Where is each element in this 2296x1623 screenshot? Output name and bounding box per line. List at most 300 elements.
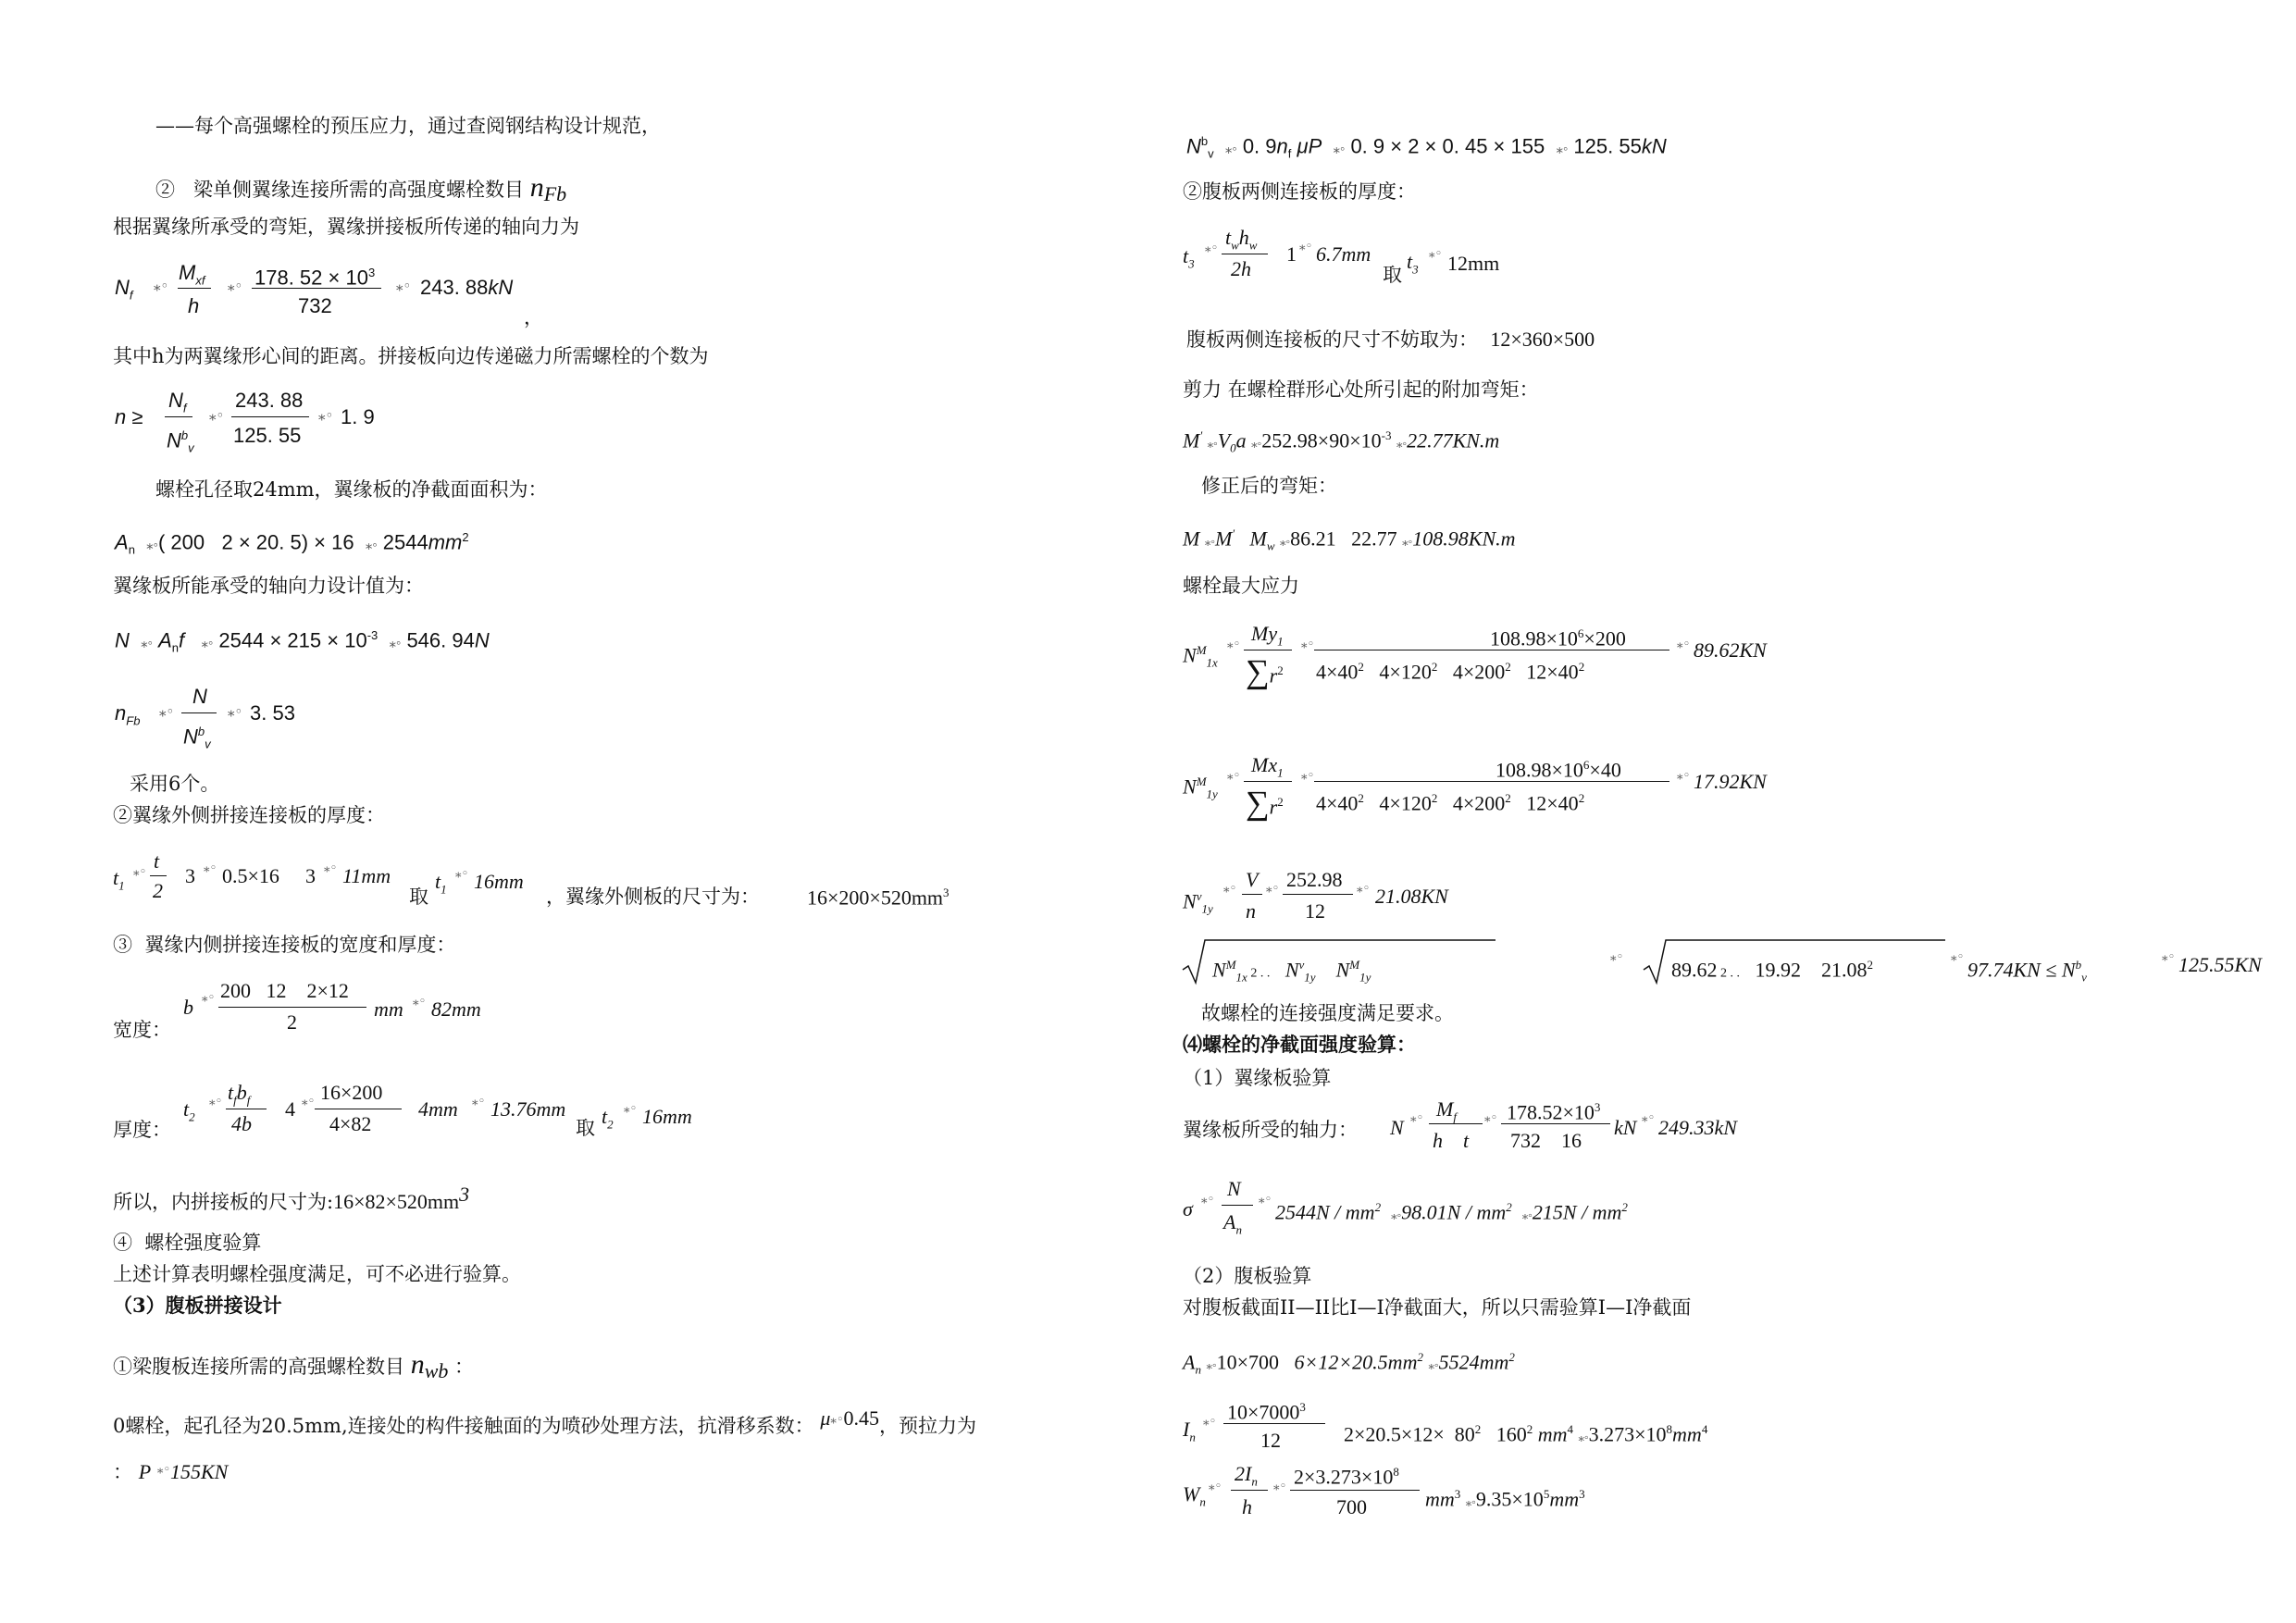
fraction-numerator <box>1507 1096 1600 1124</box>
equation-m-prime: M' $⁎◦V_0a$ $⁎◦252.98\times 90\times 10^{-3}$ ⁎◦22.77KN.m <box>1183 428 1500 455</box>
text-label: 宽度： <box>113 1019 171 1041</box>
math-symbol: M <box>179 261 196 284</box>
fraction-bar <box>165 416 192 417</box>
math-symbol: N <box>1186 134 1201 158</box>
math-term: 82mm <box>431 997 481 1021</box>
text-line <box>113 1406 977 1442</box>
eq-glyph: ⁎◦ <box>159 703 175 720</box>
fraction-denominator: 12 <box>1305 899 1325 923</box>
math-symbol: N <box>183 725 198 749</box>
math-symbol: M <box>1183 527 1200 551</box>
text-line <box>155 172 567 206</box>
math-symbol: N <box>115 628 130 652</box>
math-term: $N^M_{1x}$ 2 . . $N^v_{1y}$ $N^M_{1y}$ <box>1212 958 1371 985</box>
eq-glyph: ⁎◦ <box>1578 1430 1589 1444</box>
text-line: 0螺栓，起孔径为20.5mm,连接处的构件接触面的为喷砂处理方法，抗滑移系数： <box>113 1415 814 1437</box>
math-term: 249.33kN <box>1658 1116 1737 1139</box>
text-line: 剪力 在螺栓群形心处所引起的附加弯矩： <box>1183 378 1539 401</box>
math-symbol: t <box>1407 250 1413 273</box>
fraction-numerator: 16×200 <box>320 1081 383 1104</box>
eq-glyph: ⁎◦ <box>209 1095 223 1109</box>
math-superscript: 2 <box>1508 1350 1515 1364</box>
math-term: ×40 <box>1589 758 1621 782</box>
fraction-bar <box>1223 1423 1325 1424</box>
math-superscript: b <box>180 428 189 442</box>
math-superscript: 8 <box>1393 1465 1399 1479</box>
math-term: 4×200 <box>1452 791 1506 815</box>
math-symbol: N <box>167 428 181 452</box>
eq-glyph: ⁎◦ <box>1223 882 1237 896</box>
math-term <box>1967 953 2087 990</box>
text-line: ： <box>113 1461 132 1483</box>
math-term: 12×40 <box>1526 791 1579 815</box>
math-subscript: f <box>182 401 187 415</box>
math-superscript: 3 <box>1299 1400 1306 1414</box>
math-superscript: 2 <box>1374 1200 1382 1214</box>
eq-glyph: ⁎◦ <box>1610 950 1624 964</box>
math-superscript: -3 <box>366 628 379 642</box>
math-superscript: 3 <box>943 886 949 899</box>
eq-glyph: ⁎◦ <box>228 703 243 720</box>
math-symbol: r <box>1269 663 1278 688</box>
math-term <box>807 881 949 910</box>
eq-glyph: ⁎◦ <box>1301 769 1315 783</box>
text-line <box>113 1460 228 1488</box>
fraction-numerator <box>254 261 375 290</box>
math-term: 200 <box>220 979 251 1002</box>
math-term: 98.01N / mm <box>1401 1200 1507 1224</box>
math-term: 732 <box>1510 1129 1541 1152</box>
fraction-denominator: h <box>1242 1495 1252 1518</box>
eq-glyph: ⁎◦ <box>1251 436 1262 451</box>
text-line: 上述计算表明螺栓强度满足，可不必进行验算。 <box>113 1263 521 1285</box>
eq-glyph: ⁎◦ <box>302 1095 316 1109</box>
eq-glyph: ⁎◦ <box>204 861 217 875</box>
eq-glyph: ⁎◦ <box>1642 1111 1656 1125</box>
math-symbol: t <box>228 1081 234 1104</box>
eq-glyph: ⁎◦ <box>1428 1357 1439 1372</box>
math-subscript: 2 <box>607 1117 614 1132</box>
math-subscript: Fb <box>543 182 567 206</box>
math-superscript: 3 <box>1594 1100 1601 1114</box>
fraction-numerator: t <box>154 849 160 873</box>
fraction-numerator: 252.98 <box>1286 868 1343 891</box>
math-term: 3.273×10 <box>1588 1422 1667 1446</box>
eq-glyph: ⁎◦ <box>1280 534 1291 549</box>
math-symbol: N <box>115 276 130 299</box>
math-symbol <box>1183 1418 1196 1449</box>
math-term: 243. 88 <box>420 276 489 299</box>
eq-glyph: ⁎◦ <box>1227 769 1241 783</box>
math-symbol <box>1407 250 1419 281</box>
text-line: ，翼缘外侧板的尺寸为： <box>546 886 760 908</box>
math-symbol: a <box>1235 428 1247 452</box>
eq-glyph: ⁎◦ <box>1266 882 1280 896</box>
fraction-bar <box>178 288 211 289</box>
fraction-bar <box>181 712 217 713</box>
math-term: 16×200×520mm <box>807 886 944 910</box>
math-superscript: 2 <box>1417 1350 1423 1364</box>
math-superscript: 3 <box>1454 1487 1461 1501</box>
math-term: 4×200 <box>1452 660 1506 684</box>
math-term: 16 <box>1561 1129 1582 1152</box>
text-line: 故螺栓的连接强度满足要求。 <box>1201 1002 1454 1024</box>
math-term: 16mm <box>642 1105 692 1128</box>
math-symbol: N <box>1183 889 1197 913</box>
fraction-denominator: 2 <box>153 879 163 902</box>
math-symbol: N <box>1390 1116 1404 1139</box>
math-symbol: N <box>1212 958 1226 982</box>
eq-glyph: ⁎◦ <box>156 1463 170 1477</box>
text-line: 翼缘板所能承受的轴向力设计值为： <box>113 575 424 597</box>
math-subscript: w <box>1266 539 1275 553</box>
math-term: 4 <box>285 1097 295 1121</box>
eq-glyph: ⁎◦ <box>413 995 427 1009</box>
math-superscript: 6 <box>1582 758 1590 772</box>
fraction-bar <box>218 1007 366 1008</box>
equation-an <box>115 526 469 563</box>
math-symbol: t <box>1463 1129 1470 1152</box>
eq-glyph: ⁎◦ <box>1204 534 1215 549</box>
math-term: 215N / mm <box>1532 1200 1622 1224</box>
math-symbol: P <box>138 1460 152 1483</box>
math-superscript: b <box>197 725 205 738</box>
eq-glyph: ⁎◦ <box>1301 638 1315 651</box>
eq-glyph: ⁎◦ <box>1201 1193 1215 1207</box>
math-term: 160 <box>1496 1422 1527 1446</box>
text-line: ②腹板两侧连接板的厚度： <box>1183 180 1416 203</box>
math-term: 546. 94 <box>406 628 475 652</box>
eq-glyph: ⁎◦ <box>1299 240 1313 254</box>
math-subscript: xf <box>195 273 205 288</box>
math-symbol: Mx <box>1251 753 1278 776</box>
math-superscript: M <box>1349 958 1360 972</box>
math-term: 80 <box>1454 1422 1475 1446</box>
math-term: 2×3.273×10 <box>1294 1465 1394 1489</box>
math-symbol: M <box>1249 527 1267 551</box>
eq-glyph: ⁎◦ <box>1273 1480 1287 1493</box>
math-subscript: n <box>1199 1494 1206 1509</box>
math-term: 11mm <box>342 864 391 887</box>
math-symbol: n ≥ <box>115 405 143 428</box>
math-superscript: 3 <box>1579 1487 1585 1501</box>
fraction-denominator: 4×82 <box>329 1112 372 1135</box>
math-subscript: n <box>171 640 179 655</box>
eq-glyph: ⁎◦ <box>202 991 216 1005</box>
eq-glyph: ⁎◦ <box>1224 141 1237 157</box>
math-superscript: 2 <box>1621 1200 1628 1214</box>
section-heading: ⑷螺栓的净截面强度验算： <box>1183 1033 1416 1056</box>
text-line <box>1186 328 1595 352</box>
text-line: 所以，内拼接板的尺寸为: <box>113 1191 334 1213</box>
math-symbol: n <box>410 1349 425 1380</box>
math-subscript: f <box>1287 146 1292 161</box>
fraction-bar <box>1231 1490 1268 1491</box>
math-subscript: n <box>1189 1430 1196 1444</box>
math-subscript: w <box>1248 238 1258 253</box>
math-symbol: μ <box>820 1406 831 1430</box>
text-line: ④ 螺栓强度验算 <box>113 1232 262 1254</box>
math-subscript: Fb <box>126 713 141 728</box>
eq-glyph: ⁎◦ <box>1227 638 1241 651</box>
math-symbol: r <box>1269 795 1278 819</box>
math-symbol <box>113 866 125 898</box>
math-subscript: n <box>1195 1362 1201 1377</box>
math-term: 12×360×500 <box>1490 328 1595 351</box>
math-symbol: A <box>158 628 172 652</box>
text-line: 取 <box>576 1117 595 1139</box>
math-symbol: μP <box>1297 134 1322 158</box>
math-symbol <box>602 1105 614 1136</box>
math-term: 2544 <box>382 530 428 554</box>
eq-glyph: ⁎◦ <box>1259 1193 1272 1207</box>
text-line: 螺栓最大应力 <box>1183 575 1299 597</box>
text-line: ② 梁单侧翼缘连接所需的高强度螺栓数目 <box>155 179 530 201</box>
math-term: 22.77KN.m <box>1407 428 1500 452</box>
math-result: 1. 9 <box>341 405 375 428</box>
fraction-denominator: $4\times 40^2$ $4\times 120^2$ $4\times 200^2$ $12\times 40^2$ <box>1316 791 1585 815</box>
math-subscript: 1 <box>1277 634 1284 649</box>
math-term: 86.21 <box>1290 527 1336 551</box>
math-symbol: h <box>1238 226 1249 249</box>
math-term: 108.98KN.m <box>1412 527 1516 551</box>
math-symbol: ∑ <box>1246 784 1270 822</box>
math-symbol: N <box>1183 774 1197 799</box>
math-term: 89.62KN <box>1694 638 1767 662</box>
fraction-numerator <box>220 979 349 1003</box>
math-symbol: ∑ <box>1246 652 1270 690</box>
eq-glyph: ⁎◦ <box>141 635 153 651</box>
math-term: ×200 <box>1583 626 1626 650</box>
fraction-numerator <box>1294 1460 1399 1489</box>
fraction-denominator: 4b <box>231 1112 252 1135</box>
fraction-bar <box>1290 1490 1420 1491</box>
math-superscript: 4 <box>1567 1422 1574 1436</box>
math-term: 12mm <box>1447 252 1500 275</box>
math-term: 12×40 <box>1526 660 1579 684</box>
math-symbol: My <box>1251 622 1278 645</box>
math-unit: mm <box>428 530 463 554</box>
fraction-bar <box>1244 781 1292 782</box>
text-line: 对腹板截面II—II比I—I净截面大，所以只需验算I—I净截面 <box>1183 1296 1692 1319</box>
eq-glyph: ⁎◦ <box>1206 1357 1217 1372</box>
math-term: 2×20.5×12× <box>1344 1422 1445 1446</box>
punctuation: ， <box>524 306 543 328</box>
math-superscript: b <box>1200 134 1209 148</box>
fraction-denominator <box>1246 652 1284 690</box>
math-symbol: n <box>1276 134 1288 158</box>
eq-glyph: ⁎◦ <box>324 861 338 875</box>
text-line: 翼缘板所受的轴力： <box>1183 1119 1358 1141</box>
fraction-denominator <box>167 424 194 461</box>
fraction-bar <box>1283 894 1353 895</box>
math-symbol <box>1183 770 1218 807</box>
math-term: 2×12 <box>306 979 349 1002</box>
math-term: 4mm <box>418 1097 458 1121</box>
fraction-numerator <box>1496 753 1621 782</box>
math-symbol: t <box>602 1105 608 1128</box>
math-subscript: 1 <box>118 878 125 893</box>
math-term: 19.92 <box>1755 958 1801 982</box>
text-line: 采用6个。 <box>130 773 220 795</box>
math-superscript: b <box>2075 958 2082 972</box>
math-unit: kN <box>1641 134 1667 158</box>
eq-glyph: ⁎◦ <box>1391 1208 1402 1222</box>
math-term: 4×120 <box>1379 660 1432 684</box>
fraction-numerator: N <box>192 685 207 708</box>
eq-glyph: ⁎◦ <box>1410 1111 1424 1125</box>
math-symbol <box>115 276 133 307</box>
eq-glyph: ⁎◦ <box>133 865 147 879</box>
math-symbol: A <box>115 530 129 554</box>
math-symbol: M <box>1436 1097 1454 1121</box>
math-superscript: 5 <box>1543 1487 1550 1501</box>
math-symbol: b <box>236 1081 247 1104</box>
math-term: 178. 52 × 10 <box>254 266 368 290</box>
math-result: 3. 53 <box>250 701 295 725</box>
equation-an-web <box>1183 1345 1515 1382</box>
eq-glyph: ⁎◦ <box>1429 247 1443 261</box>
math-unit: N <box>474 628 490 652</box>
fraction-bar <box>231 416 309 417</box>
math-term <box>1425 1482 1585 1514</box>
math-symbol: t <box>435 870 441 893</box>
math-term: 2 × 20. 5) × 16 <box>221 530 354 554</box>
math-symbol: M <box>1183 428 1200 452</box>
math-symbol <box>115 701 140 733</box>
eq-glyph: ⁎◦ <box>624 1102 638 1116</box>
eq-glyph: ⁎◦ <box>1203 1415 1217 1429</box>
math-symbol <box>1183 1482 1206 1514</box>
math-symbol: N <box>168 389 183 412</box>
math-subscript: v <box>188 440 194 455</box>
math-term: 10×7000 <box>1227 1400 1300 1424</box>
math-term: 0. 9 <box>1242 134 1277 158</box>
fraction-denominator <box>1510 1129 1582 1153</box>
text-line: （2）腹板验算 <box>1183 1265 1312 1287</box>
math-term: 21.08 <box>1821 958 1868 982</box>
math-symbol: n <box>529 172 544 203</box>
eq-glyph: ⁎◦ <box>1333 141 1346 157</box>
eq-glyph: ⁎◦ <box>146 537 158 553</box>
text-line: ，预拉力为 <box>879 1415 977 1437</box>
eq-glyph: ⁎◦ <box>1402 534 1413 549</box>
math-symbol: t <box>183 1097 190 1121</box>
math-term: 89.62 <box>1671 958 1718 982</box>
math-unit: kN <box>1614 1116 1637 1139</box>
math-superscript: M <box>1225 958 1236 972</box>
fraction-numerator: N <box>1227 1177 1241 1200</box>
math-term: 155KN <box>170 1460 229 1483</box>
math-symbol: M <box>1214 527 1233 551</box>
math-superscript: 2 <box>1277 795 1284 809</box>
math-superscript: M <box>1196 774 1207 788</box>
math-symbol: A <box>1223 1210 1236 1233</box>
math-symbol: σ <box>1183 1197 1193 1220</box>
fraction-bar <box>1222 1205 1253 1206</box>
eq-glyph: ⁎◦ <box>2162 950 2176 964</box>
math-term: 4×40 <box>1316 660 1359 684</box>
eq-glyph: ⁎◦ <box>1677 769 1691 783</box>
text-line: ①梁腹板连接所需的高强螺栓数目 <box>113 1356 411 1378</box>
math-term: 1 <box>1286 242 1297 266</box>
math-unit: mm <box>1425 1487 1455 1511</box>
math-result <box>420 276 513 300</box>
fraction-numerator <box>1490 622 1626 650</box>
math-symbol: A <box>1183 1350 1196 1374</box>
eq-glyph: ⁎◦ <box>1357 882 1371 896</box>
math-term: 3 <box>305 864 316 887</box>
math-term: 4×120 <box>1379 791 1432 815</box>
equation-nvb <box>1186 130 1667 167</box>
eq-glyph: ⁎◦ <box>201 635 214 651</box>
eq-glyph: ⁎◦ <box>1465 1494 1476 1509</box>
math-term: 6.7mm <box>1316 242 1371 266</box>
math-symbol: t <box>113 866 119 889</box>
math-subscript: 0 <box>1230 440 1236 455</box>
math-term: 21.08KN <box>1375 885 1448 908</box>
math-subscript: w <box>1231 238 1239 253</box>
math-subscript: n <box>128 542 135 557</box>
math-superscript: 8 <box>1666 1422 1673 1436</box>
math-subscript: 1 <box>441 882 447 897</box>
text-line: ——每个高强螺栓的预压应力，通过查阅钢结构设计规范， <box>155 115 661 137</box>
math-superscript: 2 <box>1526 1422 1533 1436</box>
fraction-denominator: 2h <box>1231 257 1251 280</box>
math-unit: mm <box>374 997 403 1021</box>
math-subscript: f <box>129 288 133 303</box>
fraction-bar <box>1429 1123 1483 1124</box>
math-subscript: n <box>1235 1222 1242 1237</box>
fraction-numerator <box>1227 1395 1306 1424</box>
eq-glyph: ⁎◦ <box>1205 242 1219 255</box>
math-term: 17.92KN <box>1694 770 1767 793</box>
math-term: 125. 55 <box>1573 134 1642 158</box>
equation-n-design <box>115 624 490 661</box>
math-subscript: 3 <box>1412 262 1419 277</box>
eq-glyph: ⁎◦ <box>1207 436 1218 451</box>
math-subscript: 3 <box>1188 256 1195 271</box>
math-subscript: wb <box>424 1359 449 1383</box>
eq-glyph: ⁎◦ <box>396 278 412 294</box>
math-term <box>1275 1196 1628 1227</box>
math-subscript: 2 <box>189 1109 195 1124</box>
eq-glyph: ⁎◦ <box>228 278 243 294</box>
math-superscript: M <box>1196 643 1207 657</box>
text-line: （1）翼缘板验算 <box>1183 1067 1332 1089</box>
math-subscript: 1x <box>1206 655 1218 670</box>
math-term: 252.98×90×10 <box>1261 428 1382 452</box>
math-term: 12 <box>266 979 287 1002</box>
math-symbol <box>1183 244 1195 276</box>
math-subscript: 1y <box>1359 970 1371 985</box>
fraction-numerator <box>1436 1097 1457 1129</box>
math-superscript: 4 <box>1701 1422 1708 1436</box>
math-term: 6×12×20.5mm <box>1294 1350 1418 1374</box>
eq-glyph: ⁎◦ <box>154 278 169 294</box>
math-term: 16mm <box>474 870 524 893</box>
math-subscript: 1y <box>1201 901 1213 916</box>
text-line: ②翼缘外侧拼接连接板的厚度： <box>113 804 385 826</box>
math-subscript: n <box>1251 1474 1258 1489</box>
math-subscript: v <box>205 737 211 751</box>
text-line <box>113 1349 475 1383</box>
fraction-bar <box>1314 781 1669 782</box>
math-subscript: f <box>1453 1109 1457 1124</box>
math-term <box>1344 1418 1707 1449</box>
fraction-denominator: $4\times 40^2$ $4\times 120^2$ $4\times 200^2$ $12\times 40^2$ <box>1316 660 1585 684</box>
math-superscript: 6 <box>1577 626 1584 640</box>
